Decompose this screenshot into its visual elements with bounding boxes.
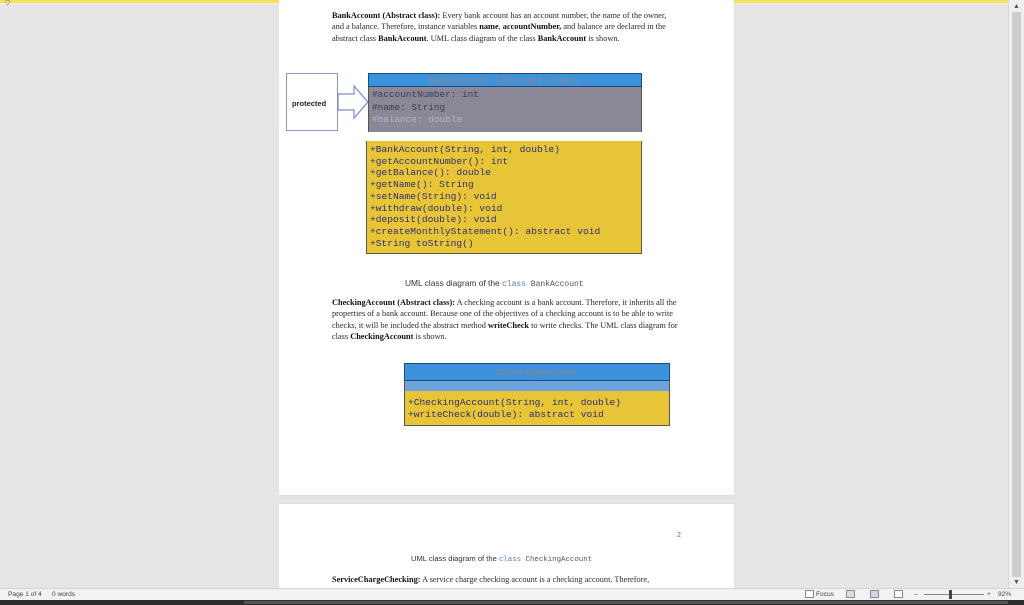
term-writecheck: writeCheck: [487, 320, 529, 330]
paragraph-servicecharge: [332, 574, 702, 585]
uml-checkingaccount-header: CheckingAccount: [404, 363, 670, 381]
term-name: name: [479, 22, 499, 32]
caption-text: UML class diagram of the: [405, 278, 502, 288]
uml-bankaccount-operations: [366, 141, 642, 254]
uml-operation: +withdraw(double): void: [370, 202, 503, 214]
uml-checkingaccount-operations: [404, 391, 670, 426]
zoom-in-button[interactable]: +: [987, 591, 991, 598]
collapse-icon[interactable]: ▽: [5, 0, 11, 7]
uml-operation: +String toString(): [370, 237, 474, 249]
uml-operation: +deposit(double): void: [370, 214, 497, 226]
uml-operation: +setName(String): void: [370, 190, 497, 202]
term-accountnumber: accountNumber,: [502, 22, 562, 32]
uml-attribute: #accountNumber: int: [372, 89, 479, 100]
para-text: A checking account is a bank account. Therefore, it inherits all the properties of a bank account. Because one of the objectives of a checking account is to be able to write checks, it will be included the abstract method: [332, 298, 677, 330]
caption-classname: CheckingAccount: [521, 556, 593, 564]
term-servicecharge: ServiceChargeChecking:: [332, 575, 421, 584]
zoom-level[interactable]: 92%: [998, 591, 1012, 598]
term-checkingaccount: CheckingAccount: [350, 332, 414, 342]
scroll-up-icon[interactable]: ▲: [1013, 2, 1020, 10]
para-text: is shown.: [413, 332, 447, 342]
uml-checkingaccount: [404, 363, 670, 426]
caption-text: UML class diagram of the: [411, 554, 499, 563]
uml-operation: +BankAccount(String, int, double): [370, 144, 560, 155]
caption-bankaccount: [405, 278, 584, 289]
para-text: Every bank account has an account number, the name of the owner, and a balance. Therefore, instance variables: [332, 11, 667, 32]
arrow-right-icon: [337, 84, 371, 120]
uml-operation: +CheckingAccount(String, int, double): [408, 397, 622, 408]
uml-bankaccount: [368, 73, 642, 132]
caption-keyword: class: [498, 556, 522, 564]
caption-checkingaccount: [411, 554, 592, 564]
print-layout-icon[interactable]: [870, 590, 879, 598]
focus-icon[interactable]: [805, 590, 814, 598]
word-count[interactable]: 0 words: [52, 591, 76, 598]
term-bankaccount: BankAccount: [378, 33, 427, 43]
focus-button[interactable]: Focus: [816, 591, 834, 598]
para-text: . UML class diagram of the class: [426, 33, 538, 43]
caption-keyword: class: [501, 280, 526, 289]
paragraph-checkingaccount: [332, 297, 684, 343]
caption-classname: BankAccount: [526, 280, 584, 289]
taskbar-edge: [0, 600, 1024, 605]
vertical-scrollbar[interactable]: [1008, 0, 1024, 588]
read-mode-icon[interactable]: [846, 590, 855, 598]
uml-operation: +getBalance(): double: [370, 167, 491, 179]
scroll-down-icon[interactable]: ▼: [1013, 578, 1020, 586]
para-text: ,: [498, 22, 503, 32]
scrollbar-thumb[interactable]: [1012, 12, 1021, 577]
protected-callout-label: protected: [292, 99, 327, 108]
page-count[interactable]: Page 1 of 4: [8, 591, 42, 598]
taskbar-segment: [244, 601, 1008, 604]
para-text: is shown.: [586, 33, 620, 43]
term-bankaccount: BankAccount (Abstract class):: [332, 11, 441, 20]
zoom-slider-track[interactable]: [924, 594, 984, 595]
term-bankaccount: BankAccount: [537, 33, 587, 43]
para-text: A service charge checking account is a checking account. Therefore,: [420, 575, 650, 584]
uml-bankaccount-attributes: [368, 87, 642, 132]
paragraph-bankaccount: [332, 10, 674, 44]
page-number: 2: [677, 532, 681, 539]
uml-bankaccount-ops-panel: [366, 141, 642, 254]
uml-operation: +createMonthlyStatement(): abstract void: [370, 225, 601, 237]
uml-checkingaccount-attributes: [404, 381, 670, 391]
uml-attribute: #name: String: [372, 101, 446, 113]
para-text: and balance are declared in the abstract class: [332, 22, 666, 43]
uml-bankaccount-header: BankAccount (Abstract class): [368, 73, 642, 87]
web-layout-icon[interactable]: [894, 590, 903, 598]
uml-operation: +writeCheck(double): abstract void: [408, 408, 604, 420]
zoom-out-button[interactable]: –: [914, 591, 918, 598]
zoom-slider-thumb[interactable]: [949, 590, 952, 599]
term-checkingaccount: CheckingAccount (Abstract class):: [332, 298, 456, 307]
para-text: to write checks. The UML class diagram for class: [332, 320, 678, 342]
uml-attribute: #balance: double: [372, 114, 463, 126]
uml-operation: +getName(): String: [370, 179, 474, 191]
uml-operation: +getAccountNumber(): int: [370, 155, 509, 167]
